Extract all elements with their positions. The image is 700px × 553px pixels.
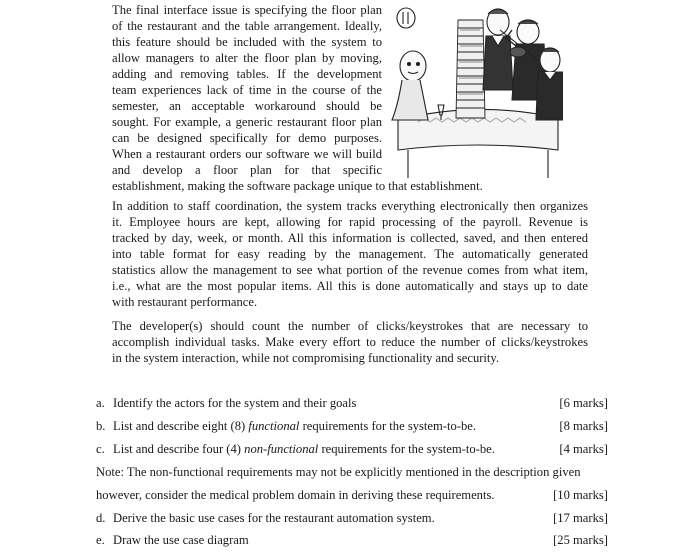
p1-line: adding and removing tables. If the development xyxy=(112,67,382,81)
p2-line: tracked by day, week, or month. All this information is collected, saved, and then entered xyxy=(112,231,588,245)
p1-line: allow managers to alter the floor plan by moving, xyxy=(112,51,382,65)
question-label: a. xyxy=(96,396,105,410)
marks-c: [4 marks] xyxy=(559,442,608,456)
p1-line: semester, an acceptable workaround should be xyxy=(112,99,382,113)
question-text-post: requirements for the system-to-be. xyxy=(299,419,477,433)
question-text-pre: List and describe eight (8) xyxy=(113,419,249,433)
note-line-2: however, consider the medical problem domain in deriving these requirements. xyxy=(96,488,495,502)
p1-line: establishment, making the software package unique to that establishment. xyxy=(112,179,483,193)
p1-line: can be designed specifically for demo purposes. xyxy=(112,131,382,145)
note-line-1: Note: The non-functional requirements may not be explicitly mentioned in the description given xyxy=(96,465,581,479)
p2-line: into table format for easy reading by the management. The automatically generated xyxy=(112,247,588,261)
question-label: e. xyxy=(96,533,105,547)
question-text-emphasis: functional xyxy=(248,419,300,433)
p2-line: with restaurant performance. xyxy=(112,295,258,309)
question-text xyxy=(113,418,476,434)
p2-line: it. Employee hours are kept, allowing for rapid processing of the payroll. Revenue is xyxy=(112,215,588,229)
p3-line: accomplish individual tasks. Make every effort to reduce the number of clicks/keystrokes xyxy=(112,335,588,349)
p3-line: The developer(s) should count the number of clicks/keystrokes that are necessary to xyxy=(112,319,588,333)
question-label: d. xyxy=(96,511,106,525)
p1-line: The final interface issue is specifying the floor plan xyxy=(112,3,382,17)
p1-line: of the restaurant and the table arrangement. Ideally, xyxy=(112,19,382,33)
p1-line: When a restaurant orders our software we will build xyxy=(112,147,382,161)
marks-a: [6 marks] xyxy=(559,396,608,410)
question-text: Draw the use case diagram xyxy=(113,533,249,547)
p1-line: team experiences lack of time in the course of the xyxy=(112,83,382,97)
question-text: Identify the actors for the system and their goals xyxy=(113,396,357,410)
marks-note: [10 marks] xyxy=(553,488,608,502)
marks-b: [8 marks] xyxy=(559,419,608,433)
p1-line: and develop a floor plan for that specific xyxy=(112,163,382,177)
question-label: c. xyxy=(96,442,105,456)
p2-line: statistics allow the management to see what portion of the revenue comes from what item, xyxy=(112,263,588,277)
question-text xyxy=(113,441,495,457)
p1-line: sought. For example, a generic restaurant floor plan xyxy=(112,115,382,129)
p1-line: this feature should be included with the system to xyxy=(112,35,382,49)
question-text: Derive the basic use cases for the restaurant automation system. xyxy=(113,511,435,525)
question-text-pre: List and describe four (4) xyxy=(113,442,245,456)
question-text-emphasis: non-functional xyxy=(244,442,319,456)
marks-d: [17 marks] xyxy=(553,511,608,525)
question-text-post: requirements for the system-to-be. xyxy=(318,442,495,456)
p2-line: In addition to staff coordination, the system tracks everything electronically then organizes xyxy=(112,199,588,213)
p2-line: i.e., what are the most popular items. All this is done automatically and stays up to date xyxy=(112,279,588,293)
p3-line: in the system interaction, while not compromising functionality and security. xyxy=(112,351,500,365)
marks-e: [25 marks] xyxy=(553,533,608,547)
restaurant-cartoon-illustration xyxy=(388,0,563,178)
question-label: b. xyxy=(96,419,106,433)
